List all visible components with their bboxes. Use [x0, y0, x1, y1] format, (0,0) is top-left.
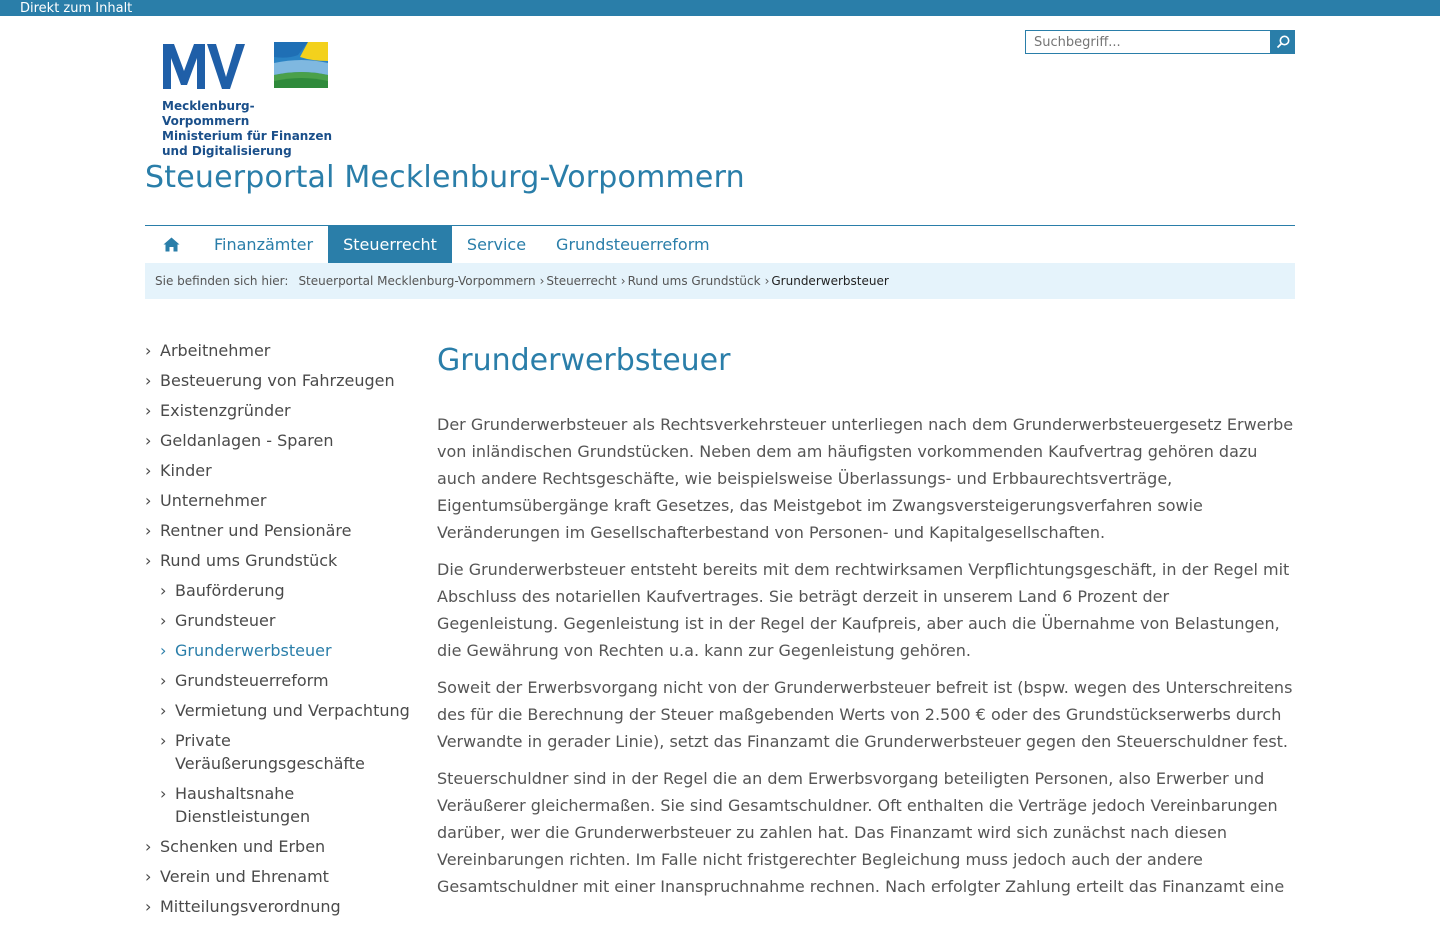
logo-line-2: Ministerium für Finanzen: [162, 129, 333, 143]
sidenav-item-vermietung[interactable]: › Vermietung und Verpachtung: [160, 701, 410, 720]
search-button[interactable]: [1271, 30, 1295, 54]
nav-home[interactable]: [145, 226, 199, 263]
breadcrumb-item-steuerportal[interactable]: Steuerportal Mecklenburg-Vorpommern: [298, 274, 536, 288]
sidenav-item-grundstueck[interactable]: › Rund ums Grundstück: [145, 551, 338, 570]
chevron-right-icon: ›: [160, 784, 167, 803]
main-nav: [145, 225, 1295, 263]
sidenav-item-fahrzeuge[interactable]: › Besteuerung von Fahrzeugen: [145, 371, 395, 390]
sidenav-item-grundsteuer[interactable]: › Grundsteuer: [160, 611, 276, 630]
chevron-right-icon: ›: [539, 274, 545, 288]
sidenav-item-rentner[interactable]: › Rentner und Pensionäre: [145, 521, 352, 540]
chevron-right-icon: ›: [160, 701, 167, 720]
sidenav-item-kinder[interactable]: › Kinder: [145, 461, 212, 480]
chevron-right-icon: ›: [145, 371, 152, 390]
chevron-right-icon: ›: [764, 274, 770, 288]
chevron-right-icon: ›: [160, 731, 167, 750]
nav-steuerrecht[interactable]: Steuerrecht: [328, 226, 452, 263]
chevron-right-icon: ›: [145, 491, 152, 510]
breadcrumb-current: Grunderwerbsteuer: [771, 274, 889, 288]
sidenav-item-baufoerderung[interactable]: › Bauförderung: [160, 581, 285, 600]
content-paragraph: Steuerschuldner sind in der Regel die an dem Erwerbsvorgang beteiligten Personen, also Erwerber und Veräußerer gleichermaßen. Sie sind Gesamtschuldner. Oft enthalten die Verträge jedoch Vereinbarungen darüber, wer die Grunderwerbsteuer zu zahlen hat. Das Finanzamt wird sich zunächst nach diesen Vereinbarungen richten. Im Falle nicht fristgerechter Begleichung muss jedoch auch der andere Gesamtschuldner mit einer Inanspruchnahme rechnen. Nach erfolgter Zahlung erteilt das Finanzamt eine: [437, 769, 1285, 896]
breadcrumb-item-grundstueck[interactable]: Rund ums Grundstück: [627, 274, 761, 288]
chevron-right-icon: ›: [145, 837, 152, 856]
nav-grundsteuerreform[interactable]: Grundsteuerreform: [556, 235, 710, 254]
sidenav-item-unternehmer[interactable]: › Unternehmer: [145, 491, 267, 510]
sidenav-item-verein[interactable]: › Verein und Ehrenamt: [145, 867, 329, 886]
chevron-right-icon: ›: [145, 431, 152, 450]
sidenav-item-geldanlagen[interactable]: › Geldanlagen - Sparen: [145, 431, 334, 450]
side-nav: [145, 339, 420, 925]
logo-line-3: und Digitalisierung: [162, 144, 292, 158]
chevron-right-icon: ›: [145, 551, 152, 570]
nav-finanzaemter[interactable]: Finanzämter: [214, 235, 314, 254]
chevron-right-icon: ›: [145, 461, 152, 480]
sidenav-item-haushaltsnahe[interactable]: › Haushaltsnahe Dienstleistungen: [160, 784, 311, 826]
logo[interactable]: [162, 41, 332, 159]
logo-line-1: Mecklenburg-Vorpommern: [162, 99, 255, 128]
home-icon: [163, 237, 180, 252]
sidenav-item-arbeitnehmer[interactable]: › Arbeitnehmer: [145, 341, 271, 360]
chevron-right-icon: ›: [145, 867, 152, 886]
content-paragraph: Der Grunderwerbsteuer als Rechtsverkehrsteuer unterliegen nach dem Grunderwerbsteuergesetz Erwerbe von inländischen Grundstücken. Neben dem am häufigsten vorkommenden Kaufvertrag gehören dazu auch andere Rechtsgeschäfte, wie beispielsweise Überlassungs- und Erbbaurechtsverträge, Eigentumsübergänge kraft Gesetzes, das Meistgebot im Zwangsversteigerungsverfahren sowie Veränderungen im Gesellschafterbestand von Personen- und Kapitalgesellschaften.: [437, 415, 1294, 542]
logo-text: [162, 99, 332, 159]
site-title[interactable]: Steuerportal Mecklenburg-Vorpommern: [145, 160, 745, 195]
chevron-right-icon: ›: [160, 641, 167, 660]
chevron-right-icon: ›: [145, 521, 152, 540]
main-content: [437, 339, 1295, 910]
chevron-right-icon: ›: [160, 581, 167, 600]
content-paragraph: Die Grunderwerbsteuer entsteht bereits mit dem rechtwirksamen Verpflichtungsgeschäft, in der Regel mit Abschluss des notariellen Kaufvertrages. Sie beträgt derzeit in unserem Land 6 Prozent der Gegenleistung. Gegenleistung ist in der Regel der Kaufpreis, aber auch die Übernahme von Belastungen, die Gewährung von Rechten u.a. kann zur Gegenleistung gehören.: [437, 560, 1290, 660]
sidenav-item-grundsteuerreform[interactable]: › Grundsteuerreform: [160, 671, 329, 690]
sidenav-item-grunderwerbsteuer[interactable]: › Grunderwerbsteuer: [160, 641, 332, 660]
skip-link[interactable]: Direkt zum Inhalt: [0, 0, 1440, 16]
breadcrumb-label: Sie befinden sich hier:: [155, 274, 289, 288]
search-input[interactable]: [1025, 30, 1271, 54]
content-paragraph: Soweit der Erwerbsvorgang nicht von der Grunderwerbsteuer befreit ist (bspw. wegen des Unterschreitens des für die Berechnung der Steuer maßgebenden Werts von 2.500 € oder des Grundstückserwerbs durch Verwandte in gerader Linie), setzt das Finanzamt die Grunderwerbsteuer gegen den Steuerschuldner fest.: [437, 678, 1293, 751]
breadcrumb-item-steuerrecht[interactable]: Steuerrecht: [546, 274, 617, 288]
search-form: [1025, 30, 1295, 54]
breadcrumb: [145, 263, 1295, 299]
sidenav-item-existenzgruender[interactable]: › Existenzgründer: [145, 401, 291, 420]
chevron-right-icon: ›: [620, 274, 626, 288]
chevron-right-icon: ›: [145, 341, 152, 360]
page-title: Grunderwerbsteuer: [437, 343, 731, 378]
header: [145, 16, 1295, 225]
mv-logo-graphic: [162, 41, 328, 91]
chevron-right-icon: ›: [160, 611, 167, 630]
nav-service[interactable]: Service: [466, 235, 527, 254]
chevron-right-icon: ›: [145, 897, 152, 916]
sidenav-item-mitteilungsverordnung[interactable]: › Mitteilungsverordnung: [145, 897, 341, 916]
chevron-right-icon: ›: [160, 671, 167, 690]
chevron-right-icon: ›: [145, 401, 152, 420]
sidenav-item-veraeusserung[interactable]: › Private Veräußerungsgeschäfte: [160, 731, 365, 773]
search-icon: [1276, 35, 1290, 49]
sidenav-item-schenken[interactable]: › Schenken und Erben: [145, 837, 326, 856]
